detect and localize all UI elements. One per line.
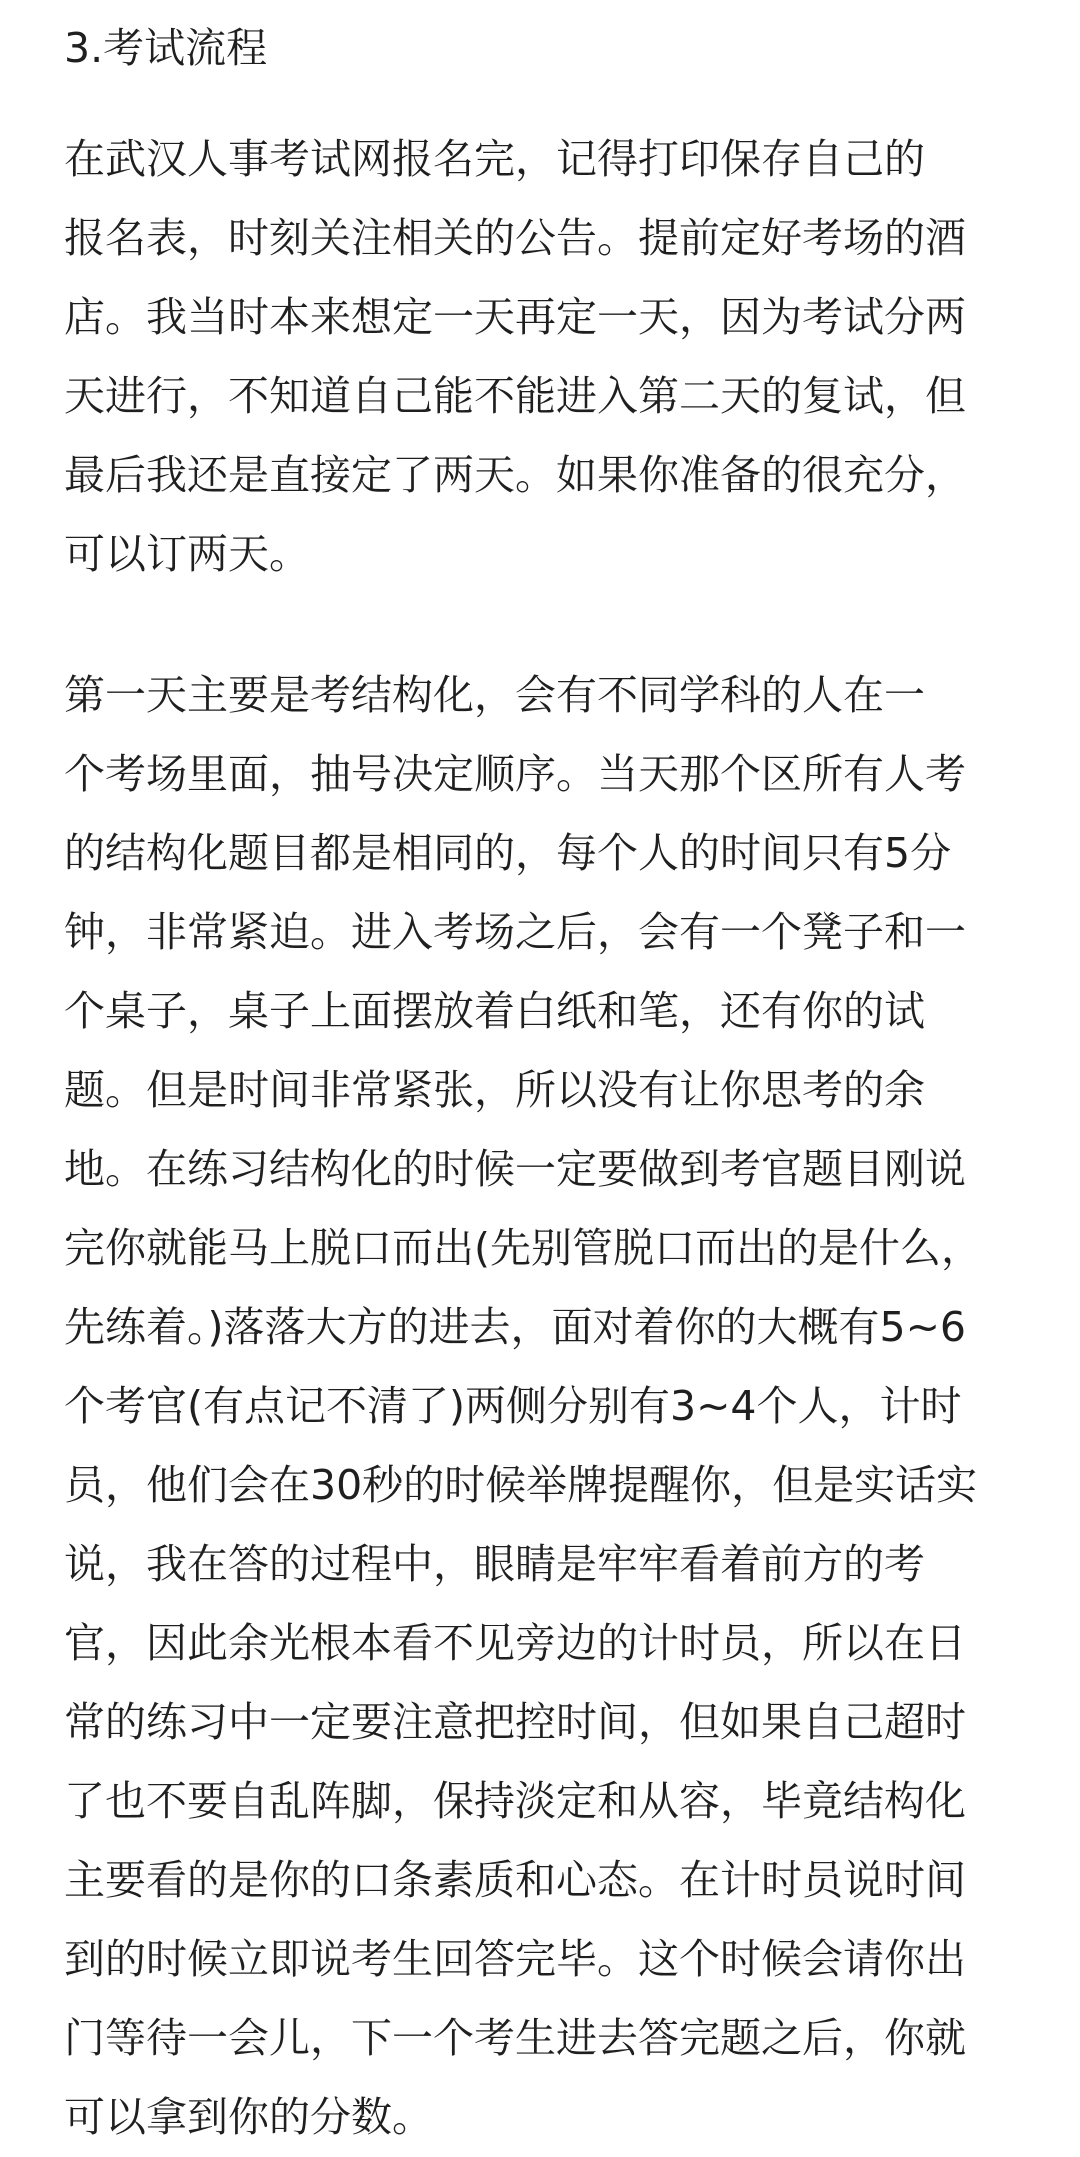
text-line: 说，我在答的过程中，眼睛是牢牢看着前方的考 [64,1540,925,1588]
text-line: 了也不要自乱阵脚，保持淡定和从容，毕竟结构化 [64,1777,966,1825]
text-line: 员，他们会在30秒的时候举牌提醒你，但是实话实 [64,1461,978,1509]
article [64,18,1024,2157]
text-line: 第一天主要是考结构化，会有不同学科的人在一 [64,671,925,719]
text-line: 最后我还是直接定了两天。如果你准备的很充分， [64,451,966,499]
text-line: 个考官(有点记不清了)两侧分别有3~4个人，计时 [64,1382,962,1430]
text-line: 店。我当时本来想定一天再定一天，因为考试分两 [64,293,966,341]
text-line: 主要看的是你的口条素质和心态。在计时员说时间 [64,1856,966,1904]
text-line: 在武汉人事考试网报名完，记得打印保存自己的 [64,135,925,183]
text-line: 先练着。)落落大方的进去，面对着你的大概有5~6 [64,1303,967,1351]
text-line: 个考场里面，抽号决定顺序。当天那个区所有人考 [64,750,966,798]
text-line: 官，因此余光根本看不见旁边的计时员，所以在日 [64,1619,966,1667]
text-line: 到的时候立即说考生回答完毕。这个时候会请你出 [64,1935,966,1983]
text-line: 可以订两天。 [64,530,310,578]
text-line: 门等待一会儿，下一个考生进去答完题之后，你就 [64,2014,966,2062]
text-line: 题。但是时间非常紧张，所以没有让你思考的余 [64,1066,925,1114]
text-line: 个桌子，桌子上面摆放着白纸和笔，还有你的试 [64,987,925,1035]
text-line: 地。在练习结构化的时候一定要做到考官题目刚说 [64,1145,966,1193]
text-line: 报名表，时刻关注相关的公告。提前定好考场的酒 [64,214,966,262]
text-line: 完你就能马上脱口而出(先别管脱口而出的是什么， [64,1224,982,1272]
paragraph-registration [64,120,1024,594]
paragraph-first-day [64,656,1024,2157]
text-line: 的结构化题目都是相同的，每个人的时间只有5分 [64,829,952,877]
text-line: 天进行，不知道自己能不能进入第二天的复试，但 [64,372,966,420]
text-line: 钟，非常紧迫。进入考场之后，会有一个凳子和一 [64,908,966,956]
text-line: 可以拿到你的分数。 [64,2093,433,2141]
text-line: 常的练习中一定要注意把控时间，但如果自己超时 [64,1698,966,1746]
section-heading: 3.考试流程 [64,24,268,72]
